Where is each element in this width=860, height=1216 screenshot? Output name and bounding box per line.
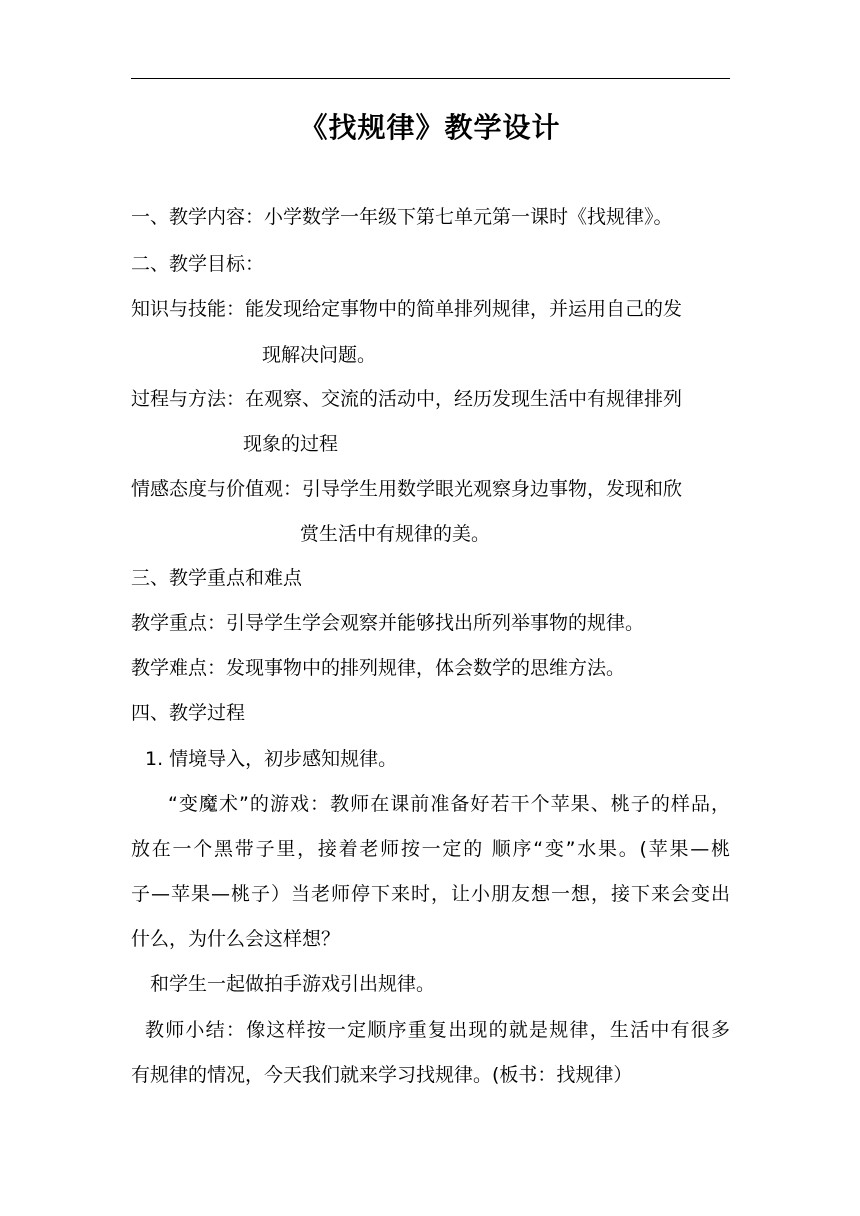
clapping-game-line: 和学生一起做拍手游戏引出规律。: [150, 973, 436, 995]
goal-emotion-line-1: 情感态度与价值观：引导学生用数学眼光观察身边事物，发现和欣: [131, 478, 683, 500]
process-step-1-heading: 1. 情境导入，初步感知规律。: [145, 748, 398, 770]
goal-knowledge-line-1: 知识与技能：能发现给定事物中的简单排列规律，并运用自己的发: [131, 298, 683, 320]
goal-emotion-line-2: 赏生活中有规律的美。: [300, 523, 491, 545]
magic-paragraph-line-3: 子—苹果—桃子）当老师停下来时，让小朋友想一想，接下来会变出: [131, 883, 730, 905]
goal-knowledge-line-2: 现解决问题。: [262, 344, 377, 366]
section-focus-heading: 三、教学重点和难点: [131, 567, 303, 589]
focus-key-point: 教学重点：引导学生学会观察并能够找出所列举事物的规律。: [131, 612, 645, 634]
section-content-heading: 一、教学内容：小学数学一年级下第七单元第一课时《找规律》。: [131, 206, 673, 228]
header-rule: [131, 78, 730, 79]
teacher-summary-line-1: 教师小结：像这样按一定顺序重复出现的就是规律，生活中有很多: [145, 1019, 730, 1041]
section-process-heading: 四、教学过程: [131, 702, 246, 724]
document-title: 《找规律》教学设计: [299, 111, 561, 144]
magic-paragraph-line-2: 放在一个黑带子里，接着老师按一定的 顺序“变”水果。(苹果—桃: [131, 838, 730, 860]
goal-process-line-2: 现象的过程: [243, 433, 339, 455]
magic-paragraph-line-4: 什么，为什么会这样想？: [131, 928, 341, 950]
teacher-summary-line-2: 有规律的情况，今天我们就来学习找规律。(板书：找规律）: [131, 1064, 633, 1086]
magic-paragraph-line-1: “变魔术”的游戏：教师在课前准备好若干个苹果、桃子的样品，: [168, 793, 730, 815]
focus-difficulty: 教学难点：发现事物中的排列规律，体会数学的思维方法。: [131, 657, 626, 679]
goal-process-line-1: 过程与方法：在观察、交流的活动中，经历发现生活中有规律排列: [131, 388, 683, 410]
section-goals-heading: 二、教学目标：: [131, 253, 265, 275]
